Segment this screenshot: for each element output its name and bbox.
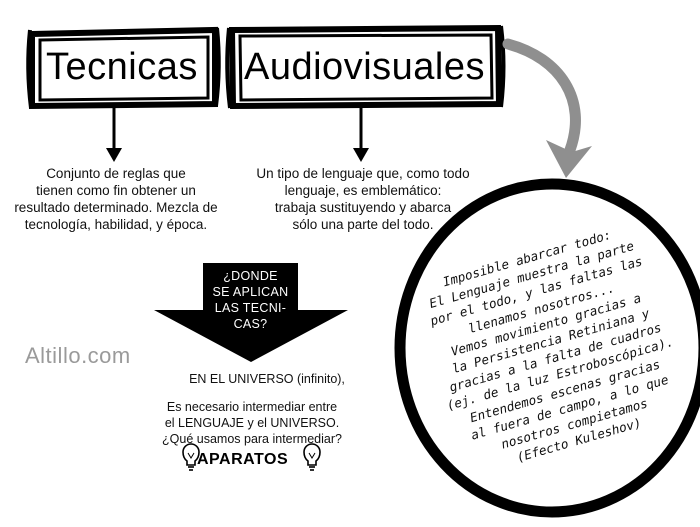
curved-arrow [508,44,592,178]
aparatos-label: APARATOS [197,451,289,468]
definition-audiovisuales: Un tipo de lenguaje que, como todo lenguaje, es emblemático: trabaja sustituyendo y abarca sólo una parte del todo. [256,166,470,232]
lightbulb-icon [304,444,320,470]
circle-note: Imposible abarcar todo: El Lenguaje muestra la parte por el todo, y las faltas las llenamos nosotros... Vemos movimiento gracias a la Persistencia Retiniana y gracias a la falta de cuadros (ej. de la luz Estroboscópica). Entendemos escenas gracias al fuera de campo, a lo que nosotros compietamos (Efecto Kuleshov) [427,226,676,466]
watermark: Altillo.com [25,343,131,368]
title-audiovisuales: Audiovisuales [244,46,485,88]
definition-tecnicas: Conjunto de reglas que tienen como fin obtener un resultado determinado. Mezcla de tecnología, habilidad, y época. [14,166,218,232]
question-text: ¿DONDE SE APLICAN LAS TECNI- CAS? [212,269,289,331]
answer-universe: EN EL UNIVERSO (infinito), [189,372,345,386]
arrow-down-right [353,108,369,162]
answer-intermediate: Es necesario intermediar entre el LENGUAJE y el UNIVERSO. ¿Qué usamos para intermediar? [162,400,342,446]
arrow-down-left [106,108,122,162]
title-tecnicas: Tecnicas [46,46,198,88]
